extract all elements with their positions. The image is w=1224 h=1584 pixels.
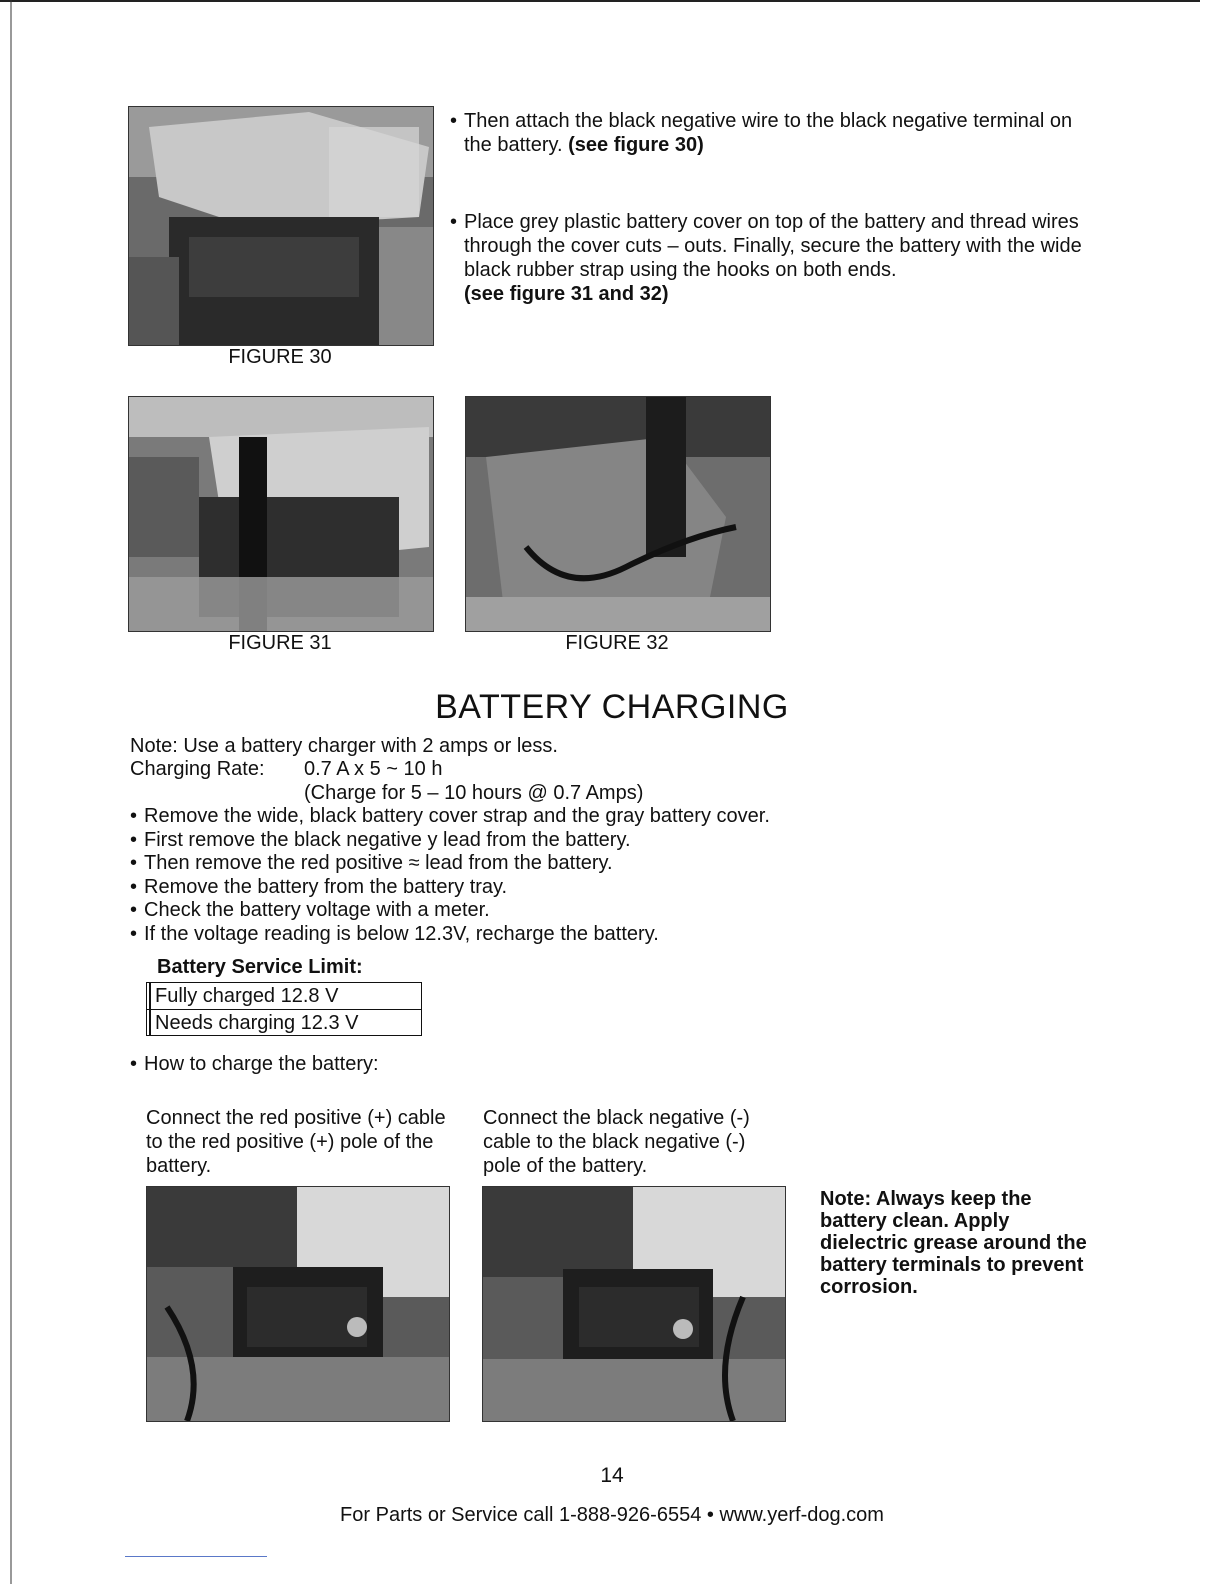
charging-step-3: • Then remove the red positive ≈ lead from the battery.: [144, 852, 613, 875]
keep-battery-clean-note: Note: Always keep the battery clean. Apply dielectric grease around the battery terminals to prevent corrosion.: [820, 1188, 1087, 1298]
charging-step-4: • Remove the battery from the battery tray.: [144, 876, 507, 899]
limit-needs-charging: Needs charging 12.3 V: [147, 1009, 421, 1035]
figure-31-caption: FIGURE 31: [228, 632, 332, 654]
charge-negative-photo: [482, 1186, 786, 1422]
figure-32-caption: FIGURE 32: [565, 632, 669, 654]
figure-32-photo: [465, 396, 771, 632]
footer-contact: For Parts or Service call 1-888-926-6554 • www.yerf-dog.com: [340, 1504, 884, 1526]
charging-step-6: • If the voltage reading is below 12.3V, recharge the battery.: [144, 923, 659, 946]
figure-31-photo: [128, 396, 434, 632]
charging-step-5: • Check the battery voltage with a meter.: [144, 899, 490, 922]
charging-rate-value: 0.7 A x 5 ~ 10 h: [304, 758, 443, 780]
battery-cover-instruction: [464, 210, 1094, 306]
charging-rate-label: Charging Rate:: [130, 758, 265, 780]
charging-rate-detail: (Charge for 5 – 10 hours @ 0.7 Amps): [304, 782, 644, 804]
top-border-line: [0, 0, 1200, 2]
charging-step-1: • Remove the wide, black battery cover strap and the gray battery cover.: [144, 805, 770, 828]
see-figure-31-32-ref: (see figure 31 and 32): [464, 283, 669, 305]
service-limit-table: [146, 982, 422, 1036]
connect-negative-text: Connect the black negative (-) cable to the black negative (-) pole of the battery.: [483, 1107, 750, 1177]
scan-edge-line: [10, 0, 12, 1584]
how-to-charge: • How to charge the battery:: [144, 1053, 379, 1076]
charger-note: Note: Use a battery charger with 2 amps or less.: [130, 735, 558, 757]
service-limit-title: Battery Service Limit:: [157, 956, 363, 978]
attach-negative-instruction: [464, 109, 1104, 157]
figure-30-photo: [128, 106, 434, 346]
footer-rule: [125, 1556, 267, 1557]
page-number: 14: [600, 1464, 624, 1487]
limit-fully-charged: Fully charged 12.8 V: [155, 985, 339, 1007]
battery-charging-heading: BATTERY CHARGING: [435, 688, 789, 726]
charging-step-2: • First remove the black negative y lead from the battery.: [144, 829, 631, 852]
see-figure-30-ref: (see figure 30): [568, 134, 704, 156]
charge-positive-photo: [146, 1186, 450, 1422]
battery-cover-text: Place grey plastic battery cover on top of the battery and thread wires through the cover cuts – outs. Finally, secure the battery with the wide black rubber strap using the hooks on both ends.: [464, 211, 1082, 281]
figure-30-caption: FIGURE 30: [228, 346, 332, 368]
connect-positive-text: Connect the red positive (+) cable to the red positive (+) pole of the battery.: [146, 1107, 446, 1177]
attach-negative-text: Then attach the black negative wire to the black negative terminal on the battery.: [464, 110, 1073, 156]
